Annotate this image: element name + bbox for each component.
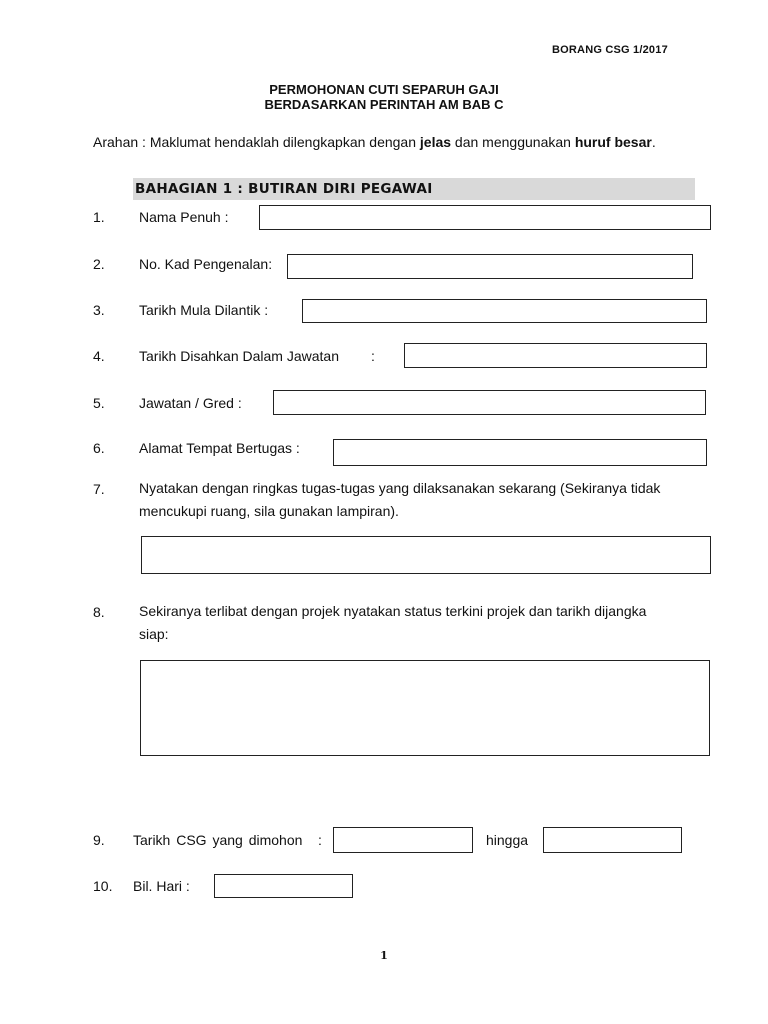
instruction-text xyxy=(93,134,656,150)
ic-number-label: No. Kad Pengenalan: xyxy=(139,256,273,272)
csg-date-to-field[interactable] xyxy=(543,827,682,853)
current-duties-label xyxy=(139,477,676,523)
project-status-label xyxy=(139,600,676,646)
field-number: 10. xyxy=(93,878,113,894)
field-number: 6. xyxy=(93,440,105,456)
workplace-address-label: Alamat Tempat Bertugas : xyxy=(139,440,300,456)
position-grade-label: Jawatan / Gred : xyxy=(139,395,242,411)
confirmation-date-field[interactable] xyxy=(404,343,707,368)
full-name-field[interactable] xyxy=(259,205,711,230)
field-number: 3. xyxy=(93,302,105,318)
field-number: 9. xyxy=(93,832,105,848)
field-number: 1. xyxy=(93,209,105,225)
instruction-suffix: . xyxy=(651,134,656,150)
csg-date-to-label: hingga xyxy=(486,832,529,848)
section-1-title: BAHAGIAN 1 : BUTIRAN DIRI PEGAWAI xyxy=(135,181,433,197)
appointment-date-field[interactable] xyxy=(302,299,707,323)
confirmation-date-colon: : xyxy=(371,348,375,364)
csg-date-from-field[interactable] xyxy=(333,827,473,853)
field-number: 5. xyxy=(93,395,105,411)
day-count-field[interactable] xyxy=(214,874,353,898)
form-code: BORANG CSG 1/2017 xyxy=(552,44,668,56)
csg-date-label: Tarikh CSG yang dimohon xyxy=(133,832,303,848)
field-number: 2. xyxy=(93,256,105,272)
csg-date-colon: : xyxy=(318,832,322,848)
project-status-field[interactable] xyxy=(140,660,710,756)
current-duties-label-line1: Nyatakan dengan ringkas tugas-tugas yang dilaksanakan sekarang (Sekiranya tidak xyxy=(139,480,661,496)
page-number: 1 xyxy=(380,949,388,962)
appointment-date-label: Tarikh Mula Dilantik : xyxy=(139,302,269,318)
instruction-middle: dan menggunakan xyxy=(451,134,575,150)
workplace-address-field[interactable] xyxy=(333,439,707,466)
section-1-header xyxy=(133,178,695,200)
position-grade-field[interactable] xyxy=(273,390,706,415)
instruction-emphasis-caps: huruf besar xyxy=(574,134,652,150)
current-duties-field[interactable] xyxy=(141,536,711,574)
confirmation-date-label: Tarikh Disahkan Dalam Jawatan xyxy=(139,348,339,364)
instruction-emphasis-clear: jelas xyxy=(419,134,452,150)
form-title-line1: PERMOHONAN CUTI SEPARUH GAJI xyxy=(269,82,499,97)
full-name-label: Nama Penuh : xyxy=(139,209,229,225)
field-number: 4. xyxy=(93,348,105,364)
field-number: 8. xyxy=(93,604,105,620)
form-title-line2: BERDASARKAN PERINTAH AM BAB C xyxy=(264,97,504,112)
day-count-label: Bil. Hari : xyxy=(133,878,190,894)
project-status-label-line1: Sekiranya terlibat dengan projek nyatakan status terkini projek dan tarikh dijangka xyxy=(139,603,647,619)
ic-number-field[interactable] xyxy=(287,254,693,279)
field-number: 7. xyxy=(93,481,105,497)
project-status-label-line2: siap: xyxy=(139,626,169,642)
instruction-prefix: Arahan : Maklumat hendaklah dilengkapkan dengan xyxy=(93,134,420,150)
current-duties-label-line2: mencukupi ruang, sila gunakan lampiran). xyxy=(139,503,399,519)
